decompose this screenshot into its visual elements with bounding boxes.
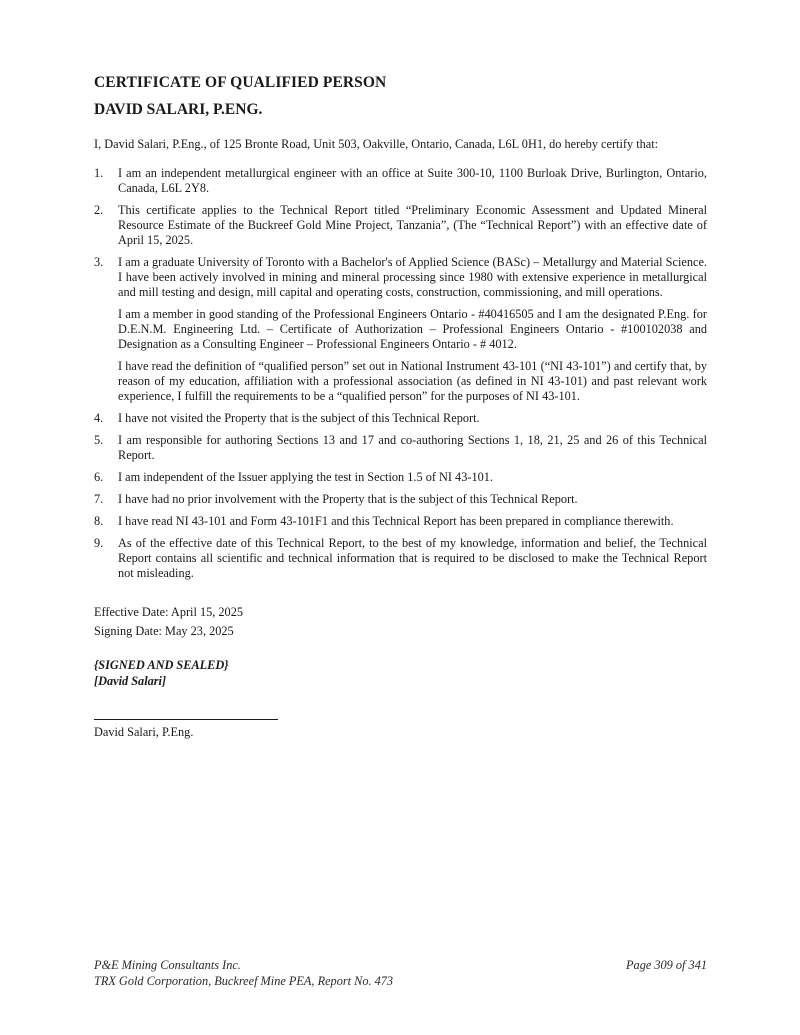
list-item [94, 255, 707, 404]
list-item-text: As of the effective date of this Technical Report, to the best of my knowledge, information and belief, the Technical Report contains all scientific and technical information that is required to be disclosed to make the Technical Report not misleading. [118, 536, 707, 580]
list-item-number: 3. [94, 255, 104, 269]
list-item [94, 203, 707, 248]
list-item-number: 1. [94, 166, 104, 180]
signature-block [94, 657, 707, 689]
list-item-text: I am responsible for authoring Sections 13 and 17 and co-authoring Sections 1, 18, 21, 25 and 26 of this Technical Report. [118, 433, 707, 462]
list-item-text: I am a graduate University of Toronto with a Bachelor's of Applied Science (BASc) – Metallurgy and Material Science. I have been actively involved in mining and mineral processing since 1980 with extensive experience in metallurgical and mill testing and design, mill capital and operating costs, construction, commissioning, and mill operations. [118, 255, 707, 299]
list-item-number: 4. [94, 411, 104, 425]
intro-paragraph: I, David Salari, P.Eng., of 125 Bronte Road, Unit 503, Oakville, Ontario, Canada, L6L 0H1, do hereby certify that: [94, 137, 659, 151]
list-item [94, 536, 707, 581]
list-item [94, 492, 707, 507]
list-item-number: 6. [94, 470, 104, 484]
list-item-number: 7. [94, 492, 104, 506]
list-item [94, 470, 707, 485]
list-item-text: I have read the definition of “qualified person” set out in National Instrument 43-101 (“NI 43-101”) and certify that, by reason of my education, affiliation with a professional association (as defined in NI 43-101) and past relevant work experience, I fulfill the requirements to be a “qualified person” for the purposes of NI 43-101. [118, 359, 707, 403]
footer-report: TRX Gold Corporation, Buckreef Mine PEA, Report No. 473 [94, 974, 394, 988]
list-item [94, 166, 707, 196]
list-item-text: I am an independent metallurgical engineer with an office at Suite 300-10, 1100 Burloak Drive, Burlington, Ontario, Canada, L6L 2Y8. [118, 166, 707, 195]
list-item [94, 411, 707, 426]
footer-company: P&E Mining Consultants Inc. [94, 958, 241, 972]
document-subtitle: DAVID SALARI, P.ENG. [94, 101, 263, 118]
list-item-text: I am a member in good standing of the Professional Engineers Ontario - #40416505 and I am the designated P.Eng. for D.E.N.M. Engineering Ltd. – Certificate of Authorization – Professional Engineers Ontario - #100102038 and Designation as a Consulting Engineer – Professional Engineers Ontario - # 4012. [118, 307, 707, 351]
certificate-page [94, 74, 707, 740]
list-item-text: I have not visited the Property that is the subject of this Technical Report. [118, 411, 480, 425]
page-footer [94, 957, 707, 989]
list-item-text: I have had no prior involvement with the Property that is the subject of this Technical Report. [118, 492, 578, 506]
list-item-number: 8. [94, 514, 104, 528]
footer-page-number: Page 309 of 341 [626, 958, 707, 972]
signed-name: [David Salari] [94, 674, 167, 688]
list-item-text: I have read NI 43-101 and Form 43-101F1 and this Technical Report has been prepared in compliance therewith. [118, 514, 674, 528]
signed-and-sealed: {SIGNED AND SEALED} [94, 658, 229, 672]
signing-date: Signing Date: May 23, 2025 [94, 624, 234, 638]
list-item-text: This certificate applies to the Technical Report titled “Preliminary Economic Assessment and Updated Mineral Resource Estimate of the Buckreef Gold Mine Project, Tanzania”, (The “Technical Report”) with an effective date of April 15, 2025. [118, 203, 707, 247]
list-item-number: 2. [94, 203, 104, 217]
list-item [94, 433, 707, 463]
list-item-number: 9. [94, 536, 104, 550]
signature-line [94, 719, 278, 720]
dates-block [94, 603, 707, 641]
list-item-number: 5. [94, 433, 104, 447]
list-item [94, 514, 707, 529]
signature-name: David Salari, P.Eng. [94, 725, 194, 739]
list-item-text: I am independent of the Issuer applying the test in Section 1.5 of NI 43-101. [118, 470, 493, 484]
effective-date: Effective Date: April 15, 2025 [94, 605, 244, 619]
certification-list [94, 166, 707, 581]
document-title: CERTIFICATE OF QUALIFIED PERSON [94, 74, 387, 91]
